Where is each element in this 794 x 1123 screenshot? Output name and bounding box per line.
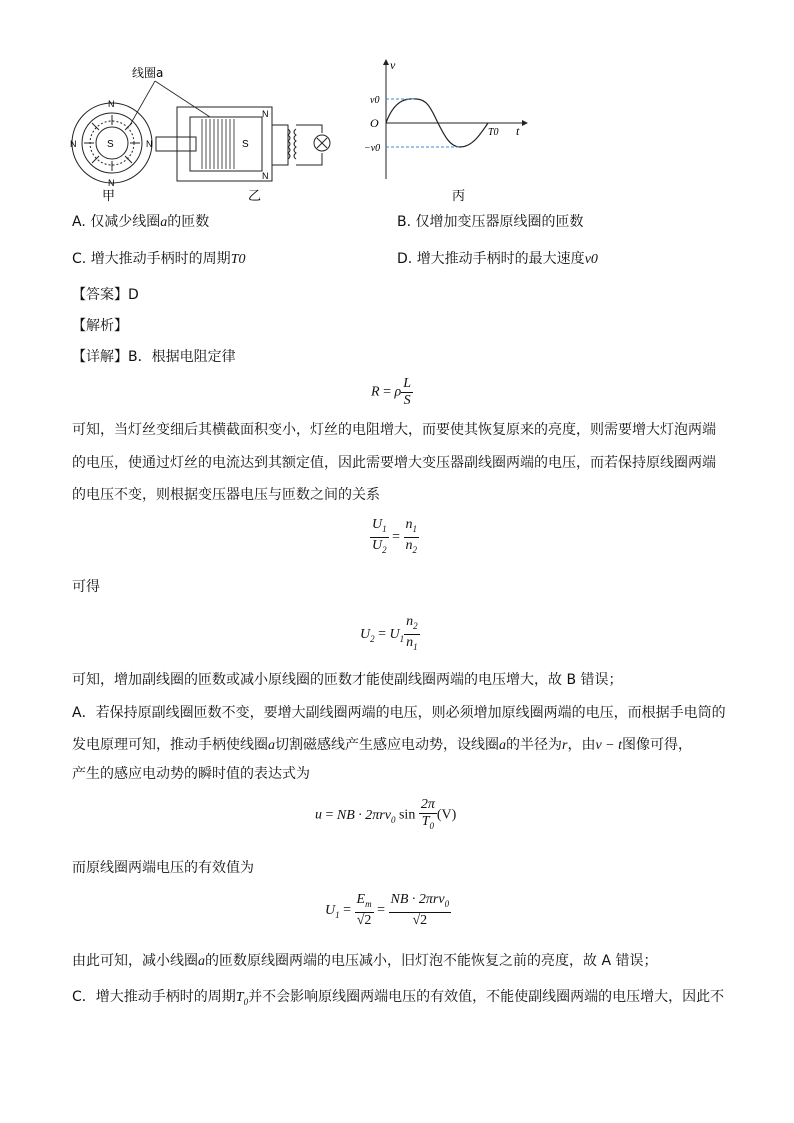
equation-resistance: R = ρ $\frac{L}{S}$: [371, 376, 411, 408]
option-b: [397, 212, 584, 232]
detail-p4: 而原线圈两端电压的有效值为: [72, 860, 254, 876]
eq-ratio-n1: n: [405, 517, 413, 532]
detail-p2: 可知，增加副线圈的匝数或减小原线圈的匝数才能使副线圈两端的电压增大，故 B 错误；: [72, 672, 623, 688]
p3-l2-part-c: 的半径为: [506, 737, 562, 753]
eq-rms-num2: NB · 2πrv: [390, 892, 445, 907]
eq-rms-den2: √2: [412, 912, 428, 928]
detail-p5: [72, 951, 657, 972]
eq-ratio-n2: n: [405, 537, 413, 553]
option-a-var: a: [160, 215, 168, 230]
eq-rms-lhs: U: [325, 902, 336, 918]
eq-u2-u1: U: [389, 626, 400, 642]
label-bing: 丙: [452, 189, 466, 204]
equation-rms: $U_1$ = $\frac{E_m}{√2}$ = $\frac{NB \cdot 2\pi rv_0}{√2}$: [325, 892, 450, 928]
eq-ratio-u2-sub: 2: [382, 544, 387, 555]
eq-ratio-u2: U: [372, 537, 383, 553]
equation-voltage-ratio: $\frac{U_1}{U_2}$ = $\frac{n_1}{n_2}$: [372, 517, 418, 555]
eq-u2-num: n: [406, 614, 414, 629]
label-jia: 甲: [102, 189, 116, 204]
graph-neg-v0: −v0: [364, 143, 381, 154]
eq-u2-u1-sub: 1: [399, 633, 405, 644]
analysis-label: 【解析】: [72, 318, 128, 334]
vt-graph: [383, 59, 528, 179]
eq-rms-lhs-sub: 1: [335, 909, 340, 920]
label-yi: 乙: [248, 189, 262, 204]
eq-ratio-n2-sub: 2: [412, 544, 418, 555]
graph-origin: O: [370, 116, 379, 130]
problem-figure: [60, 55, 540, 205]
option-b-text: 仅增加变压器原线圈的匝数: [415, 214, 584, 230]
option-a-text: 仅减少线圈: [90, 214, 161, 230]
eq-emf-mid: NB · 2πrv: [336, 807, 391, 823]
inline-var-t0: T: [235, 990, 244, 1005]
coil-a-label: 线圈a: [132, 66, 164, 80]
eq-ratio-u1-sub: 1: [382, 523, 387, 534]
detail-p3-line3: 产生的感应电动势的瞬时值的表达式为: [72, 766, 310, 782]
eq-u2-lhs-sub: 2: [370, 633, 375, 644]
pole-n-right: N: [146, 139, 153, 149]
option-c-var: T0: [230, 252, 246, 267]
side-pole-n-bottom: N: [262, 171, 269, 181]
answer-label: 【答案】: [72, 287, 128, 303]
option-d-text: 增大推动手柄时的最大速度: [416, 251, 585, 267]
option-d-var: v0: [584, 252, 598, 267]
graph-axis-v: v: [390, 58, 396, 72]
eq-u2-num-sub: 2: [413, 620, 418, 631]
detail-intro: 【详解】B．根据电阻定律: [72, 349, 236, 365]
detail-p3-line1: A．若保持原副线圈匝数不变，要增大副线圈两端的电压，则必须增加原线圈两端的电压，而根据手电筒的: [72, 705, 726, 721]
eq-emf-den: T: [421, 814, 430, 829]
p3-l2-part-d: ，由: [567, 737, 596, 753]
detail-p3-line2: [72, 735, 692, 756]
graph-axis-t: t: [516, 124, 520, 138]
pole-s-label: S: [107, 139, 114, 150]
eq-emf-unit: (V): [436, 807, 457, 823]
eq-emf-mid-sub: 0: [390, 814, 396, 825]
option-c: [72, 249, 245, 270]
option-d: [397, 249, 598, 270]
detail-p6: [72, 987, 724, 1012]
eq-u2-den: n: [406, 634, 414, 650]
option-c-text: 增大推动手柄时的周期: [90, 251, 231, 267]
side-pole-n-top: N: [262, 109, 269, 119]
pole-n-bottom: N: [108, 178, 115, 188]
pole-n-top: N: [108, 99, 115, 109]
option-a-suffix: 的匝数: [167, 214, 210, 230]
equation-u2: $U_2 = U_1$ $\frac{n_2}{n_1}$: [360, 614, 418, 652]
p3-l2-part-b: 切割磁感线产生感应电动势，设线圈: [275, 737, 499, 753]
eq-ratio-n1-sub: 1: [412, 523, 418, 534]
detail-kede: 可得: [72, 579, 100, 595]
inline-var-a-1: a: [268, 738, 275, 753]
eq-emf-den-sub: 0: [429, 820, 434, 831]
eq-emf-num: 2π: [420, 797, 435, 812]
graph-t0: T0: [488, 127, 499, 138]
inline-var-t0-sub: 0: [243, 996, 249, 1007]
eq-rms-num1-sub: m: [365, 898, 372, 909]
eq-rho: ρ: [394, 384, 402, 400]
option-d-prefix: D.: [397, 251, 413, 267]
inline-var-r: r: [562, 738, 568, 753]
detail-p1-line3: 的电压不变，则根据变压器电压与匝数之间的关系: [72, 487, 380, 503]
graph-v0: v0: [370, 95, 380, 106]
detail-p1-line1: 可知，当灯丝变细后其横截面积变小，灯丝的电阻增大，而要使其恢复原来的亮度，则需要增大灯泡两端: [72, 422, 716, 438]
p6-part-a: C．增大推动手柄时的周期: [72, 989, 236, 1005]
eq-emf-sin: sin: [398, 807, 416, 823]
inline-var-vt: v − t: [595, 738, 623, 753]
eq-r-lhs: R: [371, 384, 380, 400]
answer-value: D: [128, 287, 139, 303]
option-a: [72, 212, 209, 233]
p5-part-a: 由此可知，减小线圈: [72, 953, 198, 969]
eq-u2-lhs: U: [360, 626, 371, 642]
eq-ratio-u1: U: [372, 517, 383, 532]
option-a-prefix: A.: [72, 214, 86, 230]
eq-u2-den-sub: 1: [413, 641, 418, 652]
p6-part-b: 并不会影响原线圈两端电压的有效值，不能使副线圈两端的电压增大，因此不: [248, 989, 725, 1005]
eq-emf-lhs: u: [315, 807, 322, 823]
option-c-prefix: C.: [72, 251, 87, 267]
eq-rms-num1: E: [356, 892, 366, 907]
eq-r-num: L: [403, 376, 411, 391]
eq-rms-num2-sub: 0: [444, 898, 450, 909]
side-pole-s: S: [242, 139, 249, 150]
option-b-prefix: B.: [397, 214, 412, 230]
eq-rms-den1: √2: [356, 912, 372, 928]
inline-var-a-3: a: [198, 954, 205, 969]
inline-var-a-2: a: [499, 738, 506, 753]
equation-emf: u = NB · 2πrv$_0$ sin $\frac{2\pi}{T_0}$ (V): [315, 797, 457, 831]
p3-l2-part-a: 发电原理可知，推动手柄使线圈: [72, 737, 268, 753]
detail-p1-line2: 的电压，使通过灯丝的电流达到其额定值，因此需要增大变压器副线圈两端的电压，而若保持原线圈两端: [72, 455, 716, 471]
eq-r-den: S: [403, 393, 411, 408]
answer-line: [72, 285, 139, 305]
p5-part-b: 的匝数原线圈两端的电压减小，旧灯泡不能恢复之前的亮度，故 A 错误；: [205, 953, 658, 969]
pole-n-left: N: [70, 139, 77, 149]
p3-l2-part-e: 图像可得，: [622, 737, 693, 753]
